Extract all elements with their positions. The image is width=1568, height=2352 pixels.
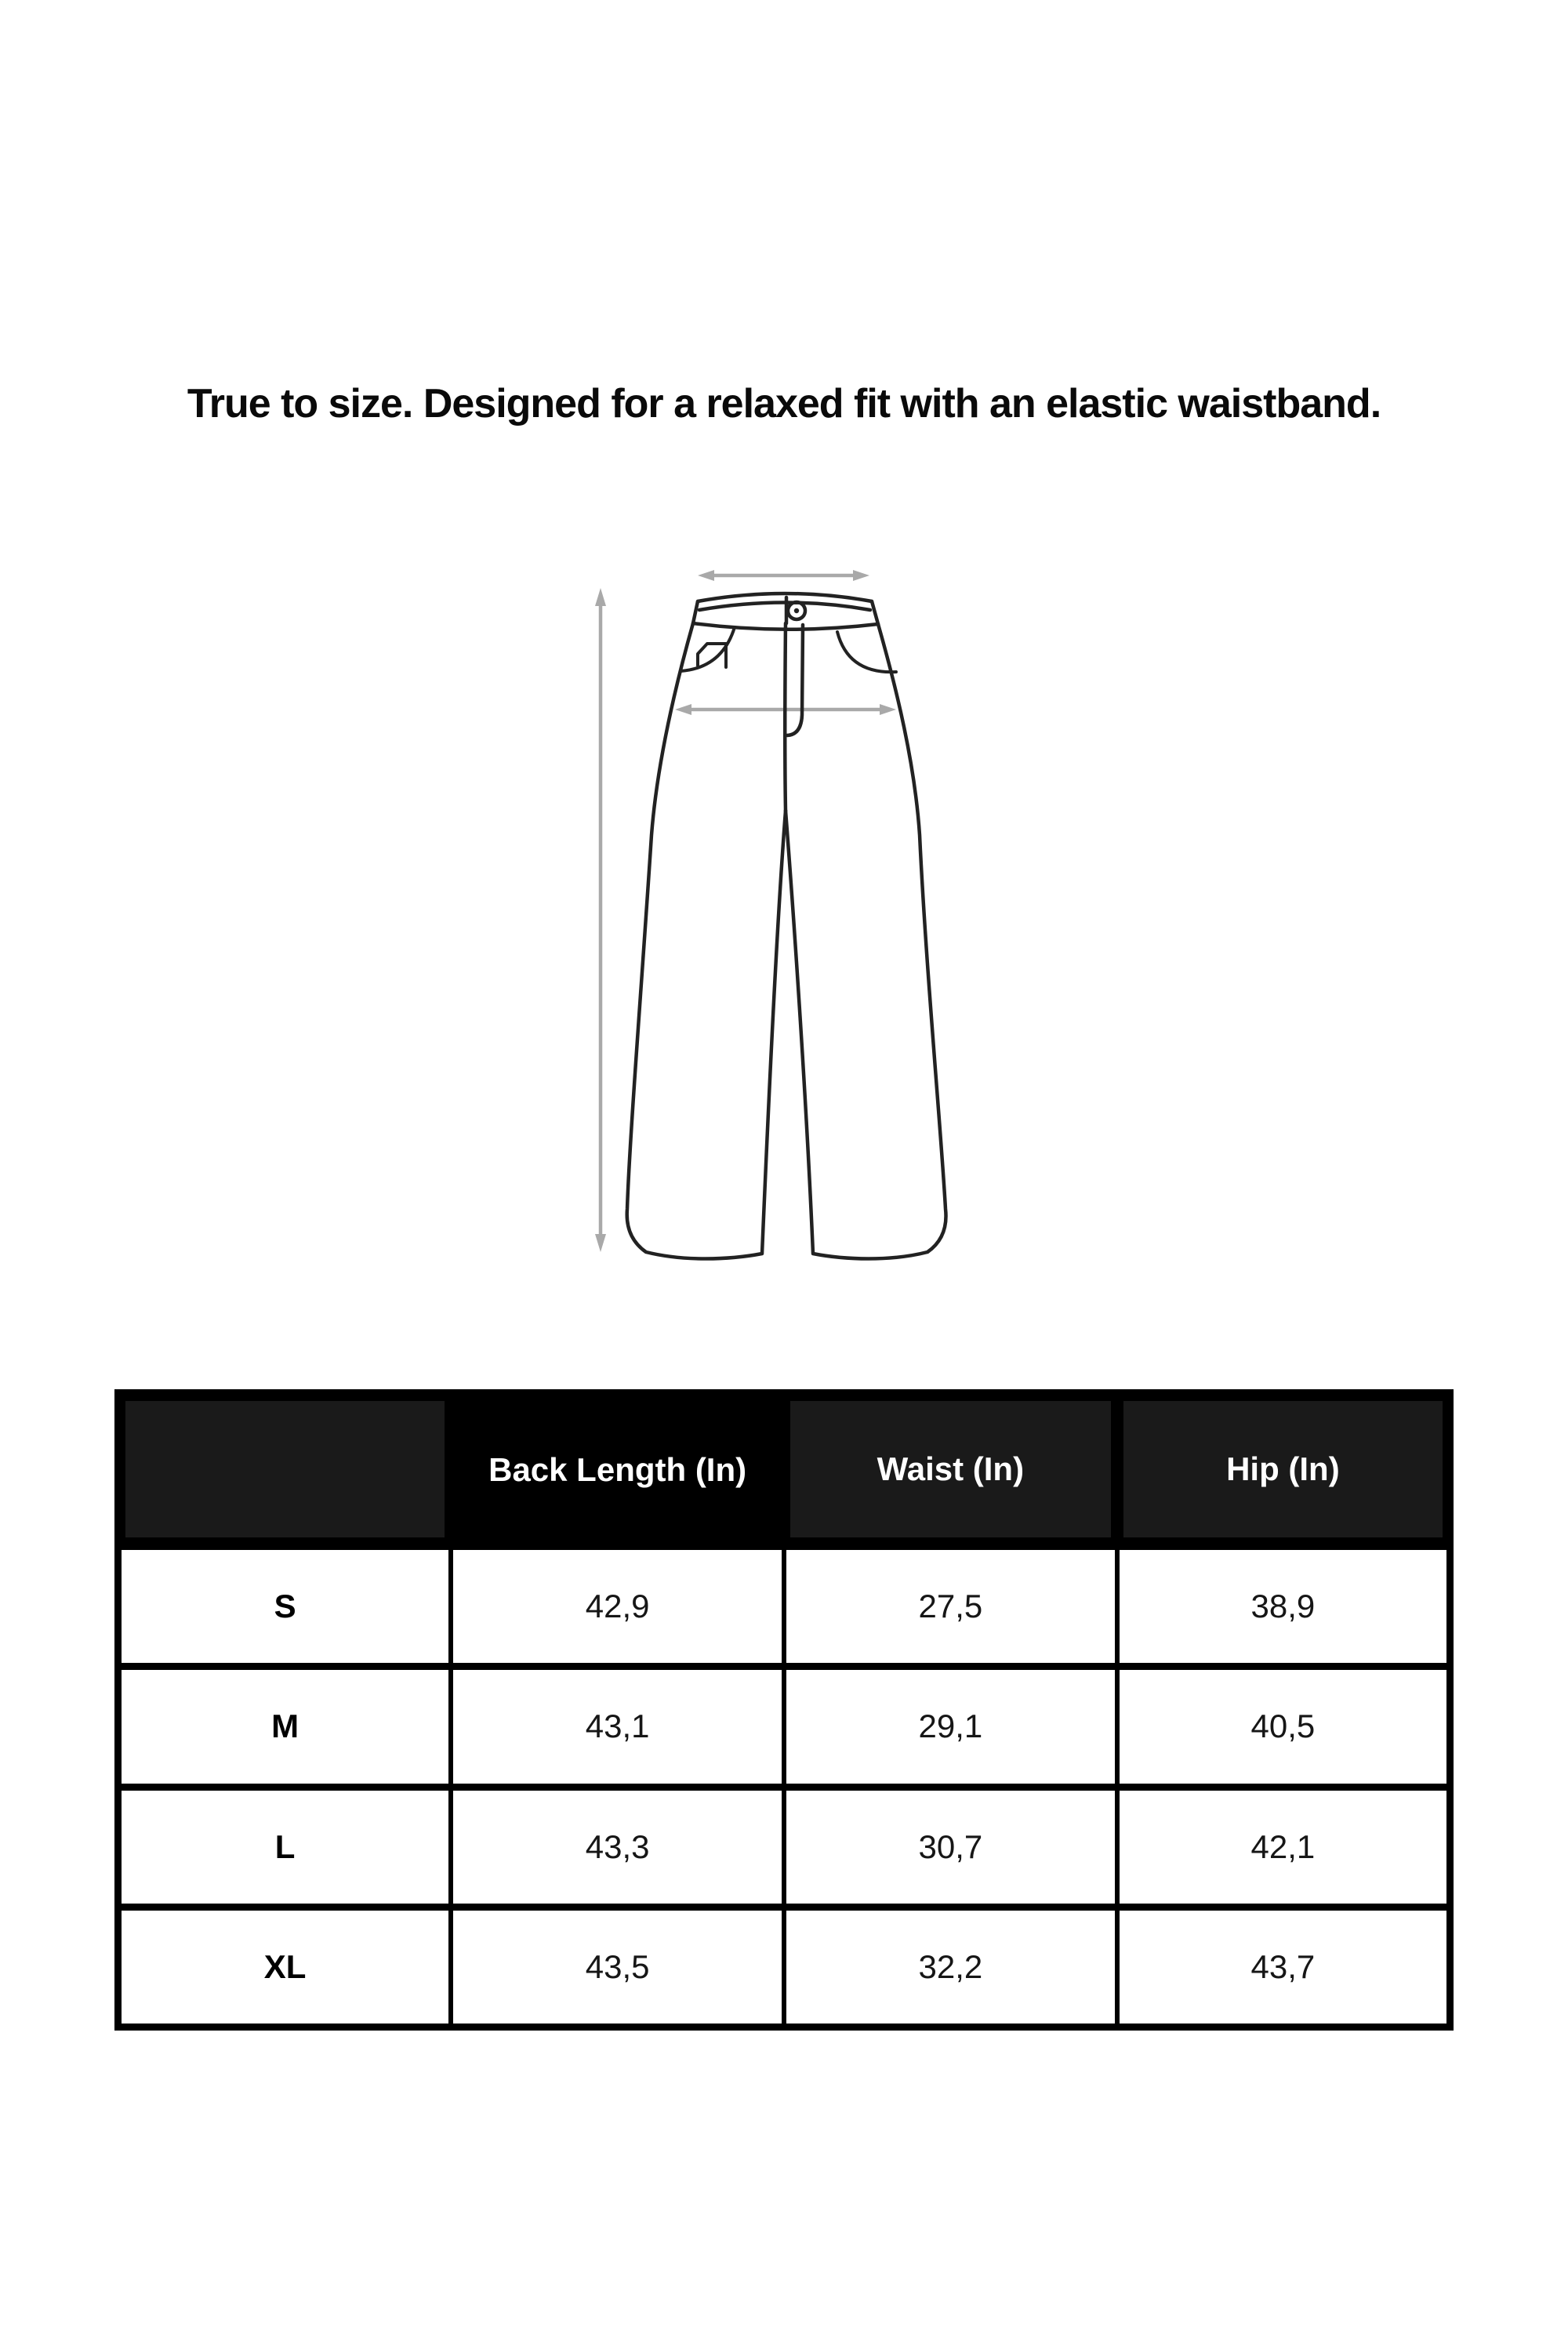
fly-right-line [787,625,803,735]
pants-diagram-svg [549,541,988,1294]
size-chart-header [118,1393,1450,1547]
waist-button-dot [794,608,799,613]
waist-arrow [698,570,869,581]
table-row-s [118,1547,1450,1667]
back-length-column-label: Back Length (In) [488,1450,747,1488]
size-label: L [118,1787,452,1907]
fly-left-line [785,623,786,811]
size-label: S [118,1547,452,1667]
back-length-value: 43,3 [451,1787,784,1907]
waist-value: 27,5 [784,1547,1117,1667]
back-length-value: 43,1 [451,1667,784,1787]
hip-value: 42,1 [1117,1787,1450,1907]
right-leg [786,624,946,1259]
hip-column-label: Hip (In) [1226,1450,1340,1487]
coin-pocket [698,644,726,667]
hip-value: 38,9 [1117,1547,1450,1667]
waistband-right-edge [872,601,878,624]
pants-outline [627,593,946,1259]
back-length-arrow [595,588,606,1252]
table-row-l [118,1787,1450,1907]
size-chart-body [118,1547,1450,2027]
table-row-m [118,1667,1450,1787]
waist-value: 29,1 [784,1667,1117,1787]
back-length-value: 42,9 [451,1547,784,1667]
waist-column-header [784,1393,1117,1547]
waist-column-label: Waist (In) [877,1450,1025,1487]
hip-column-header [1117,1393,1450,1547]
size-label: M [118,1667,452,1787]
table-row-xl [118,1907,1450,2027]
hip-value: 43,7 [1117,1907,1450,2027]
waistband-left-edge [693,601,698,623]
waist-value: 32,2 [784,1907,1117,2027]
size-chart-table [114,1389,1454,2031]
fit-description: True to size. Designed for a relaxed fit with an elastic waistband. [187,380,1381,426]
pants-measurement-diagram [549,541,988,1294]
header-row [118,1393,1450,1547]
back-length-column-header [451,1393,784,1547]
back-length-value: 43,5 [451,1907,784,2027]
size-column-header [118,1393,452,1547]
hip-value: 40,5 [1117,1667,1450,1787]
size-label: XL [118,1907,452,2027]
left-leg [627,623,786,1259]
waist-value: 30,7 [784,1787,1117,1907]
